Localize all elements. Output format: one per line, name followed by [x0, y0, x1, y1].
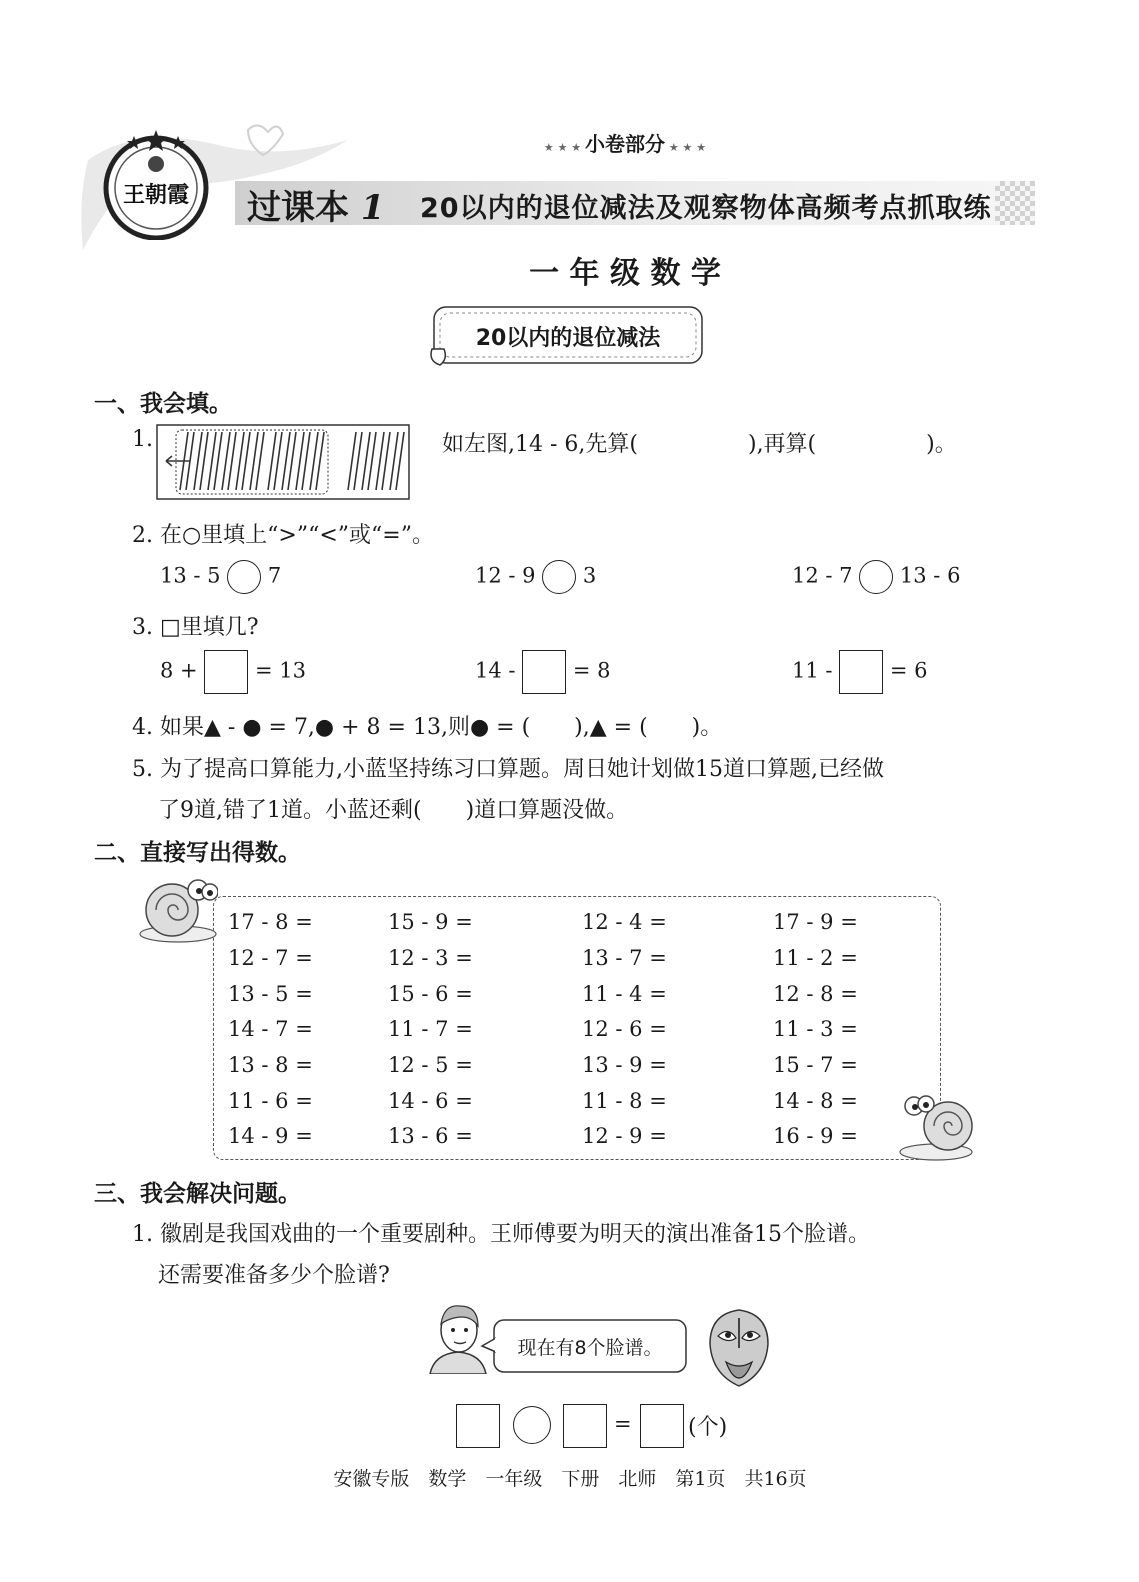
q4-text: 4. 如果▲ - ● = 7,● + 8 = 13,则● = ( ),▲ = ( )。: [132, 715, 723, 740]
logo-text: 王朝霞: [122, 182, 189, 208]
calc-item: 12 - 5 =: [388, 1053, 473, 1077]
calc-item: 14 - 7 =: [228, 1017, 313, 1041]
topic-badge: [428, 303, 708, 369]
q1-text-b: ),再算(: [747, 432, 817, 457]
calc-item: 11 - 7 =: [388, 1017, 473, 1041]
small-section-label: ★ ★ ★ 小卷部分 ★ ★ ★: [543, 132, 707, 156]
compare-circle-2[interactable]: [542, 560, 576, 594]
q1-number: 1.: [132, 427, 153, 452]
q2-item-2: [475, 560, 596, 594]
equation-row: [456, 1402, 756, 1450]
compare-circle-3[interactable]: [859, 560, 893, 594]
q3-item-3-left: 11 -: [792, 658, 833, 683]
calc-item: 13 - 7 =: [582, 946, 667, 970]
calc-item: 12 - 9 =: [582, 1124, 667, 1148]
section3-heading: 三、我会解决问题。: [94, 1181, 301, 1207]
calc-item: 11 - 4 =: [582, 982, 667, 1006]
q2-item-2-left: 12 - 9: [475, 563, 536, 588]
q3-item-3: [792, 650, 928, 694]
answer-box-1[interactable]: [204, 650, 248, 694]
calc-item: 12 - 6 =: [582, 1017, 667, 1041]
q1-text-c: )。: [926, 432, 957, 457]
calc-item: 14 - 6 =: [388, 1089, 473, 1113]
calc-item: 13 - 9 =: [582, 1053, 667, 1077]
calc-item: 13 - 6 =: [388, 1124, 473, 1148]
calc-item: 15 - 7 =: [773, 1053, 858, 1077]
q2-item-1-left: 13 - 5: [160, 563, 221, 588]
q5-line2: 了9道,错了1道。小蓝还剩( )道口算题没做。: [158, 798, 629, 823]
q2-item-1-right: 7: [267, 563, 282, 588]
calc-item: 14 - 9 =: [228, 1124, 313, 1148]
title-prefix-text: 过课本: [247, 188, 349, 228]
small-section-text: 小卷部分: [585, 132, 665, 156]
calc-item: 12 - 4 =: [582, 910, 667, 934]
q3-item-2: [475, 650, 611, 694]
q2-item-3-left: 12 - 7: [792, 563, 853, 588]
page-footer: 安徽专版 数学 一年级 下册 北师 第1页 共16页: [333, 1468, 807, 1490]
q3-item-1-right: = 13: [255, 658, 307, 683]
q2-item-3: [792, 560, 960, 594]
equation-box-1[interactable]: [456, 1404, 500, 1448]
equation-operator-circle[interactable]: [513, 1406, 551, 1444]
calc-item: 11 - 6 =: [228, 1089, 313, 1113]
title-number: 1: [360, 188, 385, 228]
calc-item: 11 - 8 =: [582, 1089, 667, 1113]
calc-item: 11 - 3 =: [773, 1017, 858, 1041]
calc-item: 12 - 3 =: [388, 946, 473, 970]
q2-item-1: [160, 560, 281, 594]
q1-text-a: 如左图,14 - 6,先算(: [442, 432, 638, 457]
answer-box-2[interactable]: [522, 650, 566, 694]
calc-item: 12 - 8 =: [773, 982, 858, 1006]
q2-item-3-right: 13 - 6: [899, 563, 961, 588]
q3-item-3-right: = 6: [889, 658, 928, 683]
s3-q1-line2: 还需要准备多少个脸谱?: [158, 1263, 390, 1288]
topic-badge-label: 20以内的退位减法: [475, 326, 661, 351]
calc-item: 13 - 8 =: [228, 1053, 313, 1077]
title-band-pattern: [995, 181, 1035, 225]
answer-box-3[interactable]: [839, 650, 883, 694]
snail-top-left: [132, 870, 218, 946]
q2-item-2-right: 3: [582, 563, 597, 588]
unit-label: (个): [688, 1415, 728, 1440]
s3-q1-line1: 1. 徽剧是我国戏曲的一个重要剧种。王师傅要为明天的演出准备15个脸谱。: [132, 1222, 870, 1247]
q3-item-2-left: 14 -: [475, 658, 516, 683]
q3-item-1-left: 8 +: [160, 658, 198, 683]
equals-sign: =: [614, 1412, 632, 1436]
calc-item: 17 - 9 =: [773, 910, 858, 934]
q3-item-1: [160, 650, 306, 694]
opera-mask: [706, 1308, 772, 1388]
q3-item-2-right: = 8: [572, 658, 611, 683]
q2-text: 2. 在○里填上“>”“<”或“=”。: [132, 523, 434, 548]
logo: [100, 128, 212, 240]
q3-text: 3. □里填几?: [132, 615, 259, 640]
compare-circle-1[interactable]: [227, 560, 261, 594]
calc-item: 14 - 8 =: [773, 1089, 858, 1113]
equation-box-2[interactable]: [563, 1404, 607, 1448]
speech-text: 现在有8个脸谱。: [517, 1337, 663, 1359]
calc-item: 12 - 7 =: [228, 946, 313, 970]
q5-line1: 5. 为了提高口算能力,小蓝坚持练习口算题。周日她计划做15道口算题,已经做: [132, 757, 884, 782]
section1-heading: 一、我会填。: [94, 391, 232, 417]
q1-text: [442, 427, 957, 458]
calc-item: 15 - 6 =: [388, 982, 473, 1006]
calc-item: 13 - 5 =: [228, 982, 313, 1006]
counting-sticks-figure: [156, 424, 410, 500]
calc-item: 15 - 9 =: [388, 910, 473, 934]
speech-bubble: [480, 1318, 690, 1376]
subtitle: 一 年 级 数 学: [529, 256, 721, 291]
page-title: 20以内的退位减法及观察物体高频考点抓取练: [420, 193, 992, 224]
title-prefix: [247, 180, 385, 229]
snail-bottom-right: [896, 1090, 980, 1164]
section2-heading: 二、直接写出得数。: [94, 840, 301, 866]
calc-item: 11 - 2 =: [773, 946, 858, 970]
calc-item: 16 - 9 =: [773, 1124, 858, 1148]
calc-item: 17 - 8 =: [228, 910, 313, 934]
equation-box-3[interactable]: [640, 1404, 684, 1448]
